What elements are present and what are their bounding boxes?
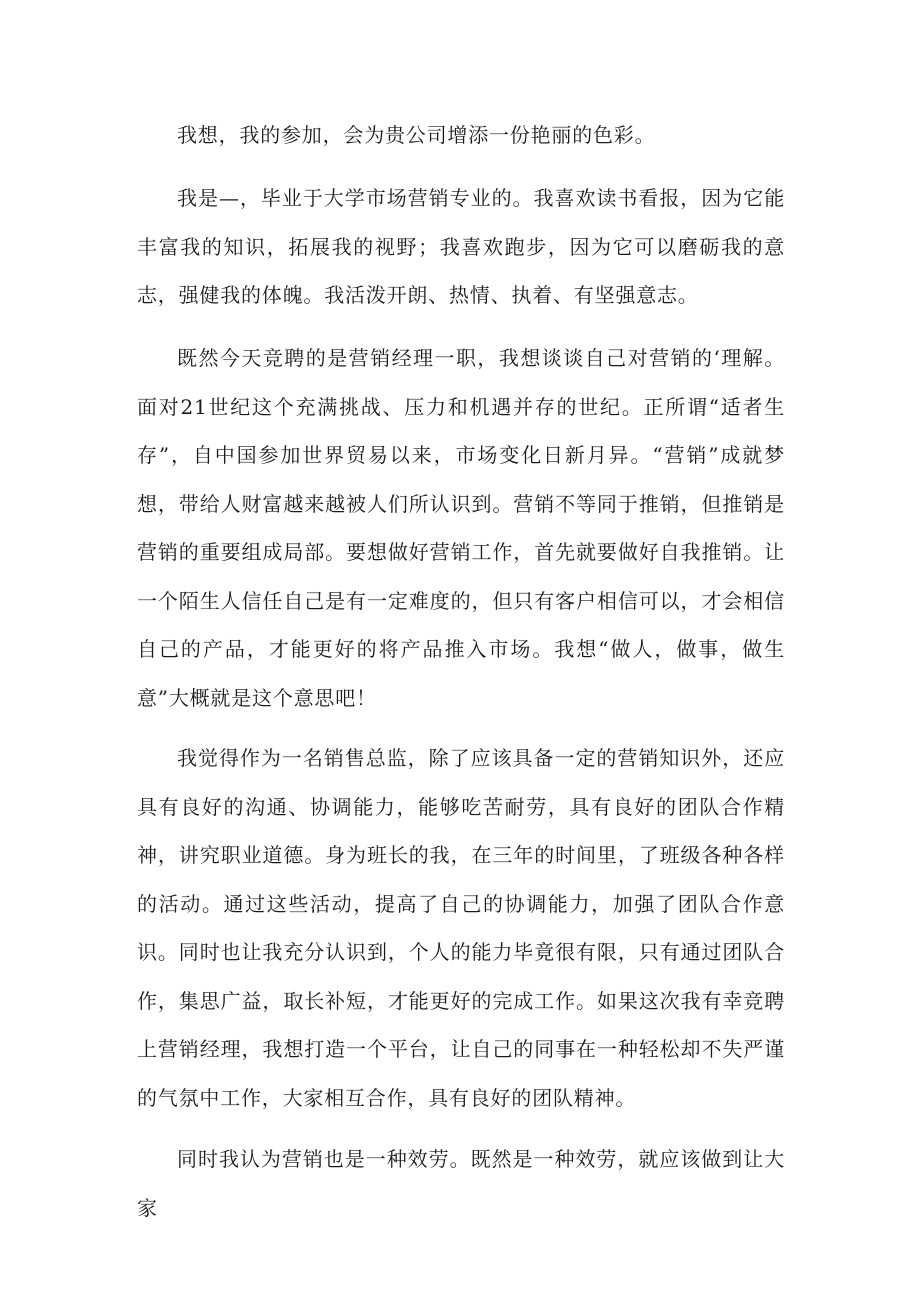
paragraph-5: 同时我认为营销也是一种效劳。既然是一种效劳，就应该做到让大家 xyxy=(137,1147,785,1220)
paragraph-1: 我想，我的参加，会为贵公司增添一份艳丽的色彩。 xyxy=(177,123,656,147)
paragraph-2: 我是—，毕业于大学市场营销专业的。我喜欢读书看报，因为它能丰富我的知识，拓展我的视野；我喜欢跑步，因为它可以磨砺我的意志，强健我的体魄。我活泼开朗、热情、执着、有坚强意志。 xyxy=(137,186,785,307)
paragraph-4: 我觉得作为一名销售总监，除了应该具备一定的营销知识外，还应具有良好的沟通、协调能力，能够吃苦耐劳，具有良好的团队合作精神，讲究职业道德。身为班长的我，在三年的时间里，了班级各种各样的活动。通过这些活动，提高了自己的协调能力，加强了团队合作意识。同时也让我充分认识到，个人的能力毕竟很有限，只有通过团队合作，集思广益，取长补短，才能更好的完成工作。如果这次我有幸竞聘上营销经理，我想打造一个平台，让自己的同事在一种轻松却不失严谨的气氛中工作，大家相互合作，具有良好的团队精神。 xyxy=(137,746,785,1110)
paragraph-3: 既然今天竞聘的是营销经理一职，我想谈谈自己对营销的‘理解。面对21世纪这个充满挑战、压力和机遇并存的世纪。正所谓“适者生存”，自中国参加世界贸易以来，市场变化日新月异。“营销”成就梦想，带给人财富越来越被人们所认识到。营销不等同于推销，但推销是营销的重要组成局部。要想做好营销工作，首先就要做好自我推销。让一个陌生人信任自己是有一定难度的，但只有客户相信可以，才会相信自己的产品，才能更好的将产品推入市场。我想“做人，做事，做生意”大概就是这个意思吧！ xyxy=(137,346,785,710)
